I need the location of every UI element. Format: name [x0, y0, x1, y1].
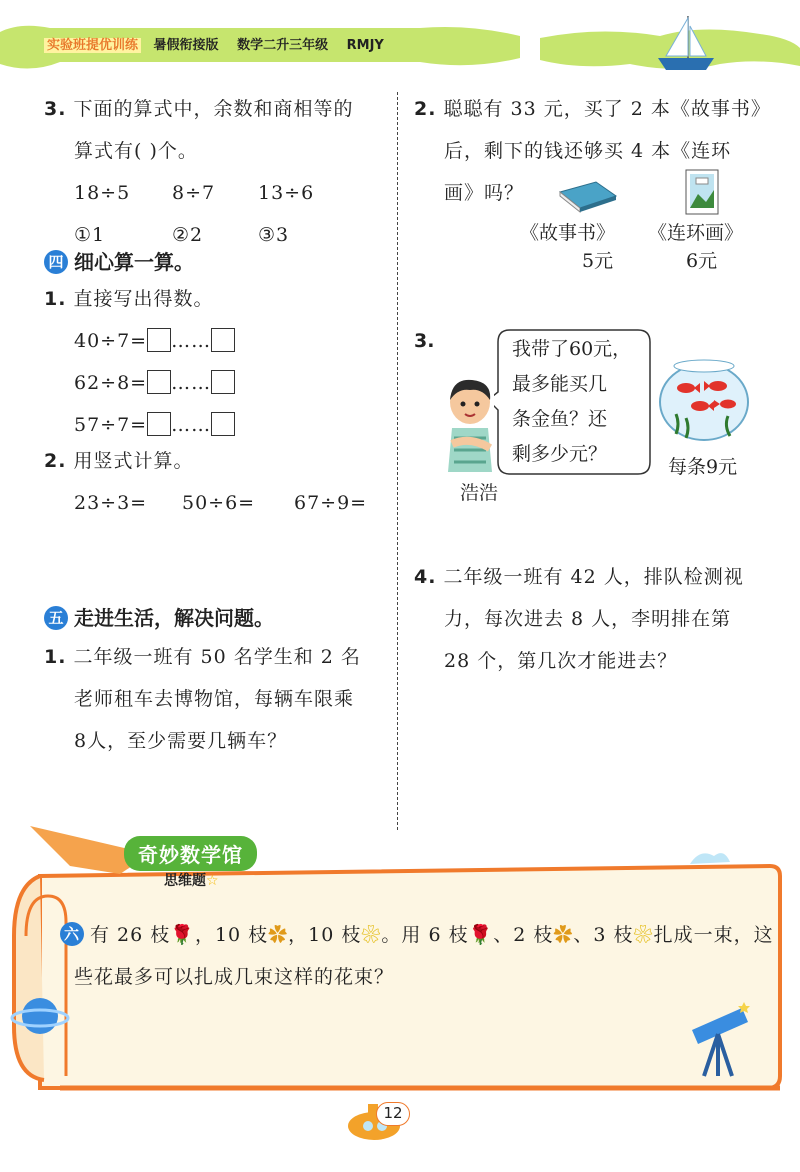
- comic-book-label: 《连环画》: [648, 222, 744, 244]
- expression: 50÷6=: [182, 492, 256, 514]
- column-divider: [397, 92, 398, 830]
- question-text: ，10 枝: [288, 924, 362, 946]
- right-q4: [414, 556, 784, 682]
- question-text: 直接写出得数。: [73, 288, 214, 310]
- left-sec4-q1: [44, 278, 389, 446]
- expression: 8÷7: [172, 182, 216, 204]
- header-band: [0, 18, 800, 78]
- remainder-box[interactable]: [211, 370, 235, 394]
- remainder-box[interactable]: [211, 412, 235, 436]
- storybook-label: 《故事书》: [520, 222, 616, 244]
- question-number: 1.: [44, 646, 67, 668]
- expression: 23÷3=: [74, 492, 148, 514]
- question-number: 3.: [44, 98, 67, 120]
- rose-icon: 🌹: [170, 924, 195, 946]
- edition-label: 暑假衔接版: [153, 38, 219, 53]
- publisher-label: RMJY: [346, 38, 384, 53]
- left-sec4-q2: [44, 440, 389, 524]
- question-text: 。用 6 枝: [381, 924, 469, 946]
- storybook-icon: [556, 178, 620, 214]
- left-sec5-q1: [44, 636, 389, 762]
- question-text: 、3 枝: [573, 924, 634, 946]
- lily-icon: ❀: [633, 924, 654, 946]
- option-choice: ①1: [74, 224, 106, 246]
- rose-icon: 🌹: [468, 924, 494, 946]
- answer-box[interactable]: [147, 370, 171, 394]
- speech-bubble-text: [512, 332, 631, 472]
- storybook-price: 5元: [582, 250, 614, 272]
- question-text: 算式有( )个。: [74, 140, 198, 162]
- question-text: 下面的算式中，余数和商相等的: [73, 98, 354, 120]
- question-number: 2.: [44, 450, 67, 472]
- expression: 18÷5: [74, 182, 131, 204]
- star-icon: ☆: [206, 873, 219, 889]
- question-text: 二年级一班有 50 名学生和 2 名: [73, 646, 361, 668]
- comic-book-price: 6元: [686, 250, 718, 272]
- question-number: 4.: [414, 566, 437, 588]
- bonus-subtitle-text: 思维题: [164, 873, 206, 889]
- question-text: 画》吗？: [444, 182, 525, 204]
- expression: 13÷6: [258, 182, 315, 204]
- question-number: 2.: [414, 98, 437, 120]
- bubble-line: 最多能买几: [512, 373, 608, 395]
- fish-price: 每条9元: [668, 456, 738, 478]
- ellipsis: ……: [171, 372, 212, 394]
- option-choice: ②2: [172, 224, 204, 246]
- question-text: 二年级一班有 42 人，排队检测视: [443, 566, 744, 588]
- lily-icon: ❀: [361, 924, 382, 946]
- mental-math-row: [44, 362, 389, 404]
- question-number: 1.: [44, 288, 67, 310]
- question-number: 3.: [414, 330, 435, 352]
- section-title: 细心算一算。: [74, 250, 194, 274]
- boy-figure-icon: [438, 378, 508, 474]
- question-text: 些花最多可以扎成几束这样的花束？: [74, 966, 395, 988]
- fishbowl-icon: [656, 352, 752, 444]
- planet-icon: [10, 986, 70, 1046]
- expression: 62÷8=: [74, 372, 148, 394]
- series-label: 实验班提优训练: [44, 38, 141, 53]
- section-badge: 五: [44, 606, 68, 630]
- comic-book-icon: [684, 168, 720, 216]
- telescope-icon: [682, 1000, 762, 1080]
- boy-name: 浩浩: [460, 482, 499, 504]
- section-badge: 四: [44, 250, 68, 274]
- mental-math-row: [44, 320, 389, 362]
- bonus-subtitle: [164, 870, 219, 890]
- chrysanthemum-icon: ✿: [553, 924, 574, 946]
- expression: 57÷7=: [74, 414, 148, 436]
- question-text: 聪聪有 33 元，买了 2 本《故事书》: [443, 98, 771, 120]
- bonus-question: [60, 914, 774, 998]
- question-text: 用竖式计算。: [73, 450, 194, 472]
- bonus-banner: 奇妙数学馆: [124, 836, 257, 871]
- question-text: 有 26 枝: [90, 924, 171, 946]
- answer-box[interactable]: [147, 328, 171, 352]
- question-text: 后，剩下的钱还够买 4 本《连环: [444, 140, 732, 162]
- question-text: 扎成一束，这: [653, 924, 774, 946]
- question-text: 老师租车去博物馆，每辆车限乘: [74, 688, 355, 710]
- option-choice: ③3: [258, 224, 290, 246]
- ellipsis: ……: [171, 414, 212, 436]
- bubble-line: 条金鱼？还: [512, 408, 608, 430]
- question-text: 、2 枝: [493, 924, 554, 946]
- sailboat-icon: [650, 12, 720, 78]
- section-badge: 六: [60, 922, 84, 946]
- ellipsis: ……: [171, 330, 212, 352]
- question-text: 力，每次进去 8 人，李明排在第: [444, 608, 732, 630]
- section-title: 走进生活，解决问题。: [74, 606, 274, 630]
- bubble-line: 我带了60元，: [512, 338, 632, 360]
- left-q3: [44, 88, 389, 256]
- question-text: 28 个，第几次才能进去？: [444, 650, 678, 672]
- page-number: 12: [376, 1102, 410, 1126]
- section-5-heading: [44, 602, 274, 631]
- bubble-line: 剩多少元？: [512, 443, 608, 465]
- expression: 40÷7=: [74, 330, 148, 352]
- answer-box[interactable]: [147, 412, 171, 436]
- remainder-box[interactable]: [211, 328, 235, 352]
- section-4-heading: [44, 246, 194, 275]
- expression: 67÷9=: [294, 492, 368, 514]
- question-text: ，10 枝: [194, 924, 269, 946]
- subject-label: 数学二升三年级: [237, 38, 329, 53]
- chrysanthemum-icon: ✿: [268, 924, 289, 946]
- question-text: 8人，至少需要几辆车？: [74, 730, 288, 752]
